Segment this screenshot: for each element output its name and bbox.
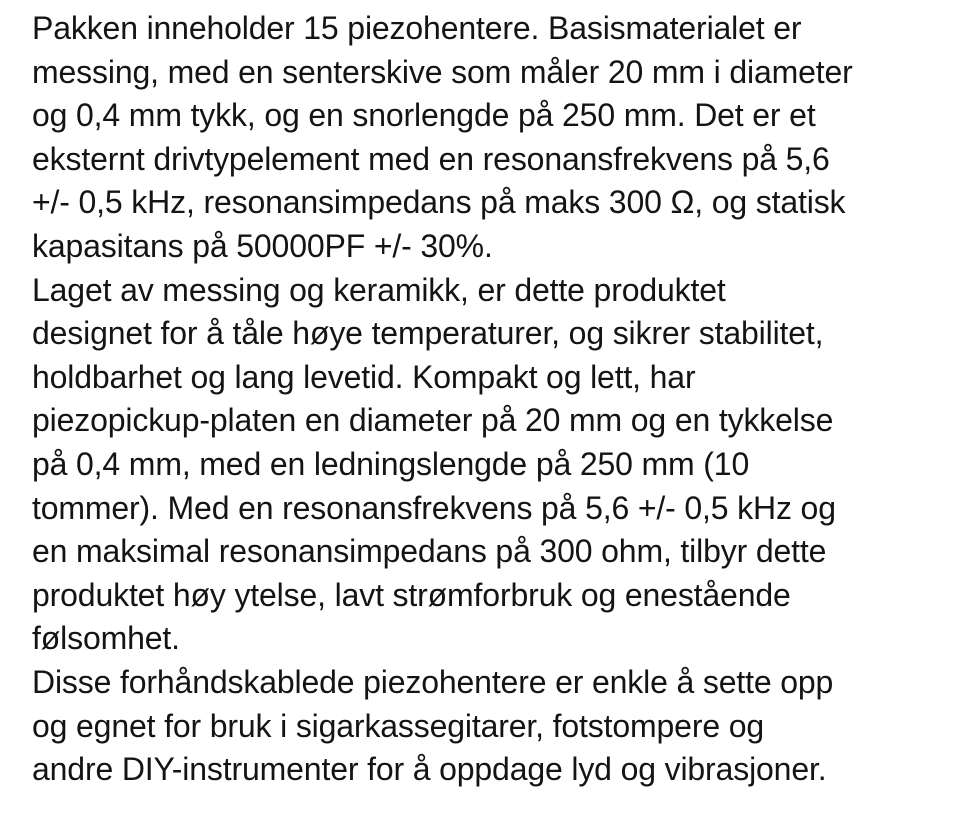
text-line: piezopickup-platen en diameter på 20 mm og en tykkelse xyxy=(32,402,834,439)
text-line: kapasitans på 50000PF +/- 30%. xyxy=(32,227,493,264)
text-line: eksternt drivtypelement med en resonansfrekvens på 5,6 xyxy=(32,140,830,177)
text-line: Laget av messing og keramikk, er dette produktet xyxy=(32,271,726,308)
text-line: andre DIY-instrumenter for å oppdage lyd og vibrasjoner. xyxy=(32,751,827,788)
paragraph-usage xyxy=(32,661,932,792)
text-line: tommer). Med en resonansfrekvens på 5,6 +/- 0,5 kHz og xyxy=(32,489,836,526)
text-line: følsomhet. xyxy=(32,620,180,657)
text-line: produktet høy ytelse, lavt strømforbruk og enestående xyxy=(32,576,791,613)
text-line: en maksimal resonansimpedans på 300 ohm, tilbyr dette xyxy=(32,533,827,570)
text-line: messing, med en senterskive som måler 20 mm i diameter xyxy=(32,53,853,90)
text-line: Pakken inneholder 15 piezohentere. Basismaterialet er xyxy=(32,10,802,46)
text-line: holdbarhet og lang levetid. Kompakt og lett, har xyxy=(32,358,696,395)
paragraph-package-specs xyxy=(32,7,932,269)
product-description xyxy=(32,7,932,792)
text-line: Disse forhåndskablede piezohentere er enkle å sette opp xyxy=(32,663,834,700)
paragraph-material-features xyxy=(32,269,932,661)
text-line: og egnet for bruk i sigarkassegitarer, fotstompere og xyxy=(32,707,765,744)
text-line: designet for å tåle høye temperaturer, og sikrer stabilitet, xyxy=(32,315,824,352)
text-line: +/- 0,5 kHz, resonansimpedans på maks 300 Ω, og statisk xyxy=(32,184,846,221)
text-line: på 0,4 mm, med en ledningslengde på 250 mm (10 xyxy=(32,445,750,482)
text-line: og 0,4 mm tykk, og en snorlengde på 250 mm. Det er et xyxy=(32,97,816,134)
